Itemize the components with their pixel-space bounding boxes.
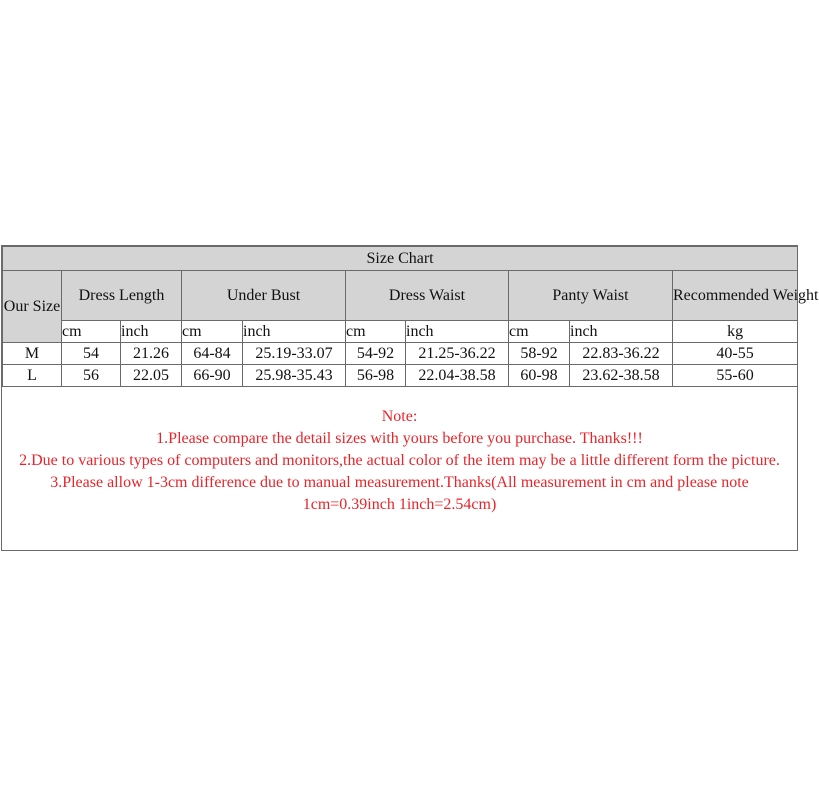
value-cell: 56 xyxy=(62,365,121,387)
unit-cell: inch xyxy=(570,321,673,343)
table-row xyxy=(3,343,798,365)
weight-cell: 40-55 xyxy=(673,343,798,365)
unit-cell: inch xyxy=(243,321,346,343)
group-header-dress-length: Dress Length xyxy=(62,271,182,321)
note-line-2: 2.Due to various types of computers and monitors,the actual color of the item may be a little different form the picture. xyxy=(19,452,780,469)
unit-cell: inch xyxy=(406,321,509,343)
group-header-panty-waist: Panty Waist xyxy=(509,271,673,321)
unit-cell: cm xyxy=(182,321,243,343)
value-cell: 54-92 xyxy=(346,343,406,365)
value-cell: 21.26 xyxy=(121,343,182,365)
value-cell: 22.05 xyxy=(121,365,182,387)
size-chart-sheet xyxy=(1,245,819,551)
note-line-3: 3.Please allow 1-3cm difference due to manual measurement.Thanks(All measurement in cm and please note 1cm=0.39inch 1inch=2.54cm) xyxy=(50,474,749,513)
size-chart-table xyxy=(2,246,819,387)
group-header-dress-waist: Dress Waist xyxy=(346,271,509,321)
header-row xyxy=(3,271,798,321)
value-cell: 66-90 xyxy=(182,365,243,387)
value-cell: 54 xyxy=(62,343,121,365)
value-cell: 25.98-35.43 xyxy=(243,365,346,387)
notes-section xyxy=(2,386,797,550)
value-cell: 60-98 xyxy=(509,365,570,387)
title-row xyxy=(3,247,798,271)
weight-cell: 55-60 xyxy=(673,365,798,387)
value-cell: 58-92 xyxy=(509,343,570,365)
value-cell: 22.83-36.22 xyxy=(570,343,673,365)
value-cell: 22.04-38.58 xyxy=(406,365,509,387)
value-cell: 21.25-36.22 xyxy=(406,343,509,365)
table-row xyxy=(3,365,798,387)
size-cell: M xyxy=(3,343,62,365)
unit-cell: cm xyxy=(509,321,570,343)
value-cell: 64-84 xyxy=(182,343,243,365)
unit-cell: cm xyxy=(346,321,406,343)
size-cell: L xyxy=(3,365,62,387)
unit-row xyxy=(3,321,798,343)
unit-cell: inch xyxy=(121,321,182,343)
table-title: Size Chart xyxy=(3,247,798,271)
value-cell: 23.62-38.58 xyxy=(570,365,673,387)
weight-header: Recommended Weight xyxy=(673,271,798,321)
value-cell: 56-98 xyxy=(346,365,406,387)
weight-unit-cell: kg xyxy=(673,321,798,343)
unit-cell: cm xyxy=(62,321,121,343)
group-header-under-bust: Under Bust xyxy=(182,271,346,321)
note-title: Note: xyxy=(381,408,418,425)
note-line-1: 1.Please compare the detail sizes with yours before you purchase. Thanks!!! xyxy=(156,430,643,447)
value-cell: 25.19-33.07 xyxy=(243,343,346,365)
size-header: Our Size xyxy=(3,271,62,343)
